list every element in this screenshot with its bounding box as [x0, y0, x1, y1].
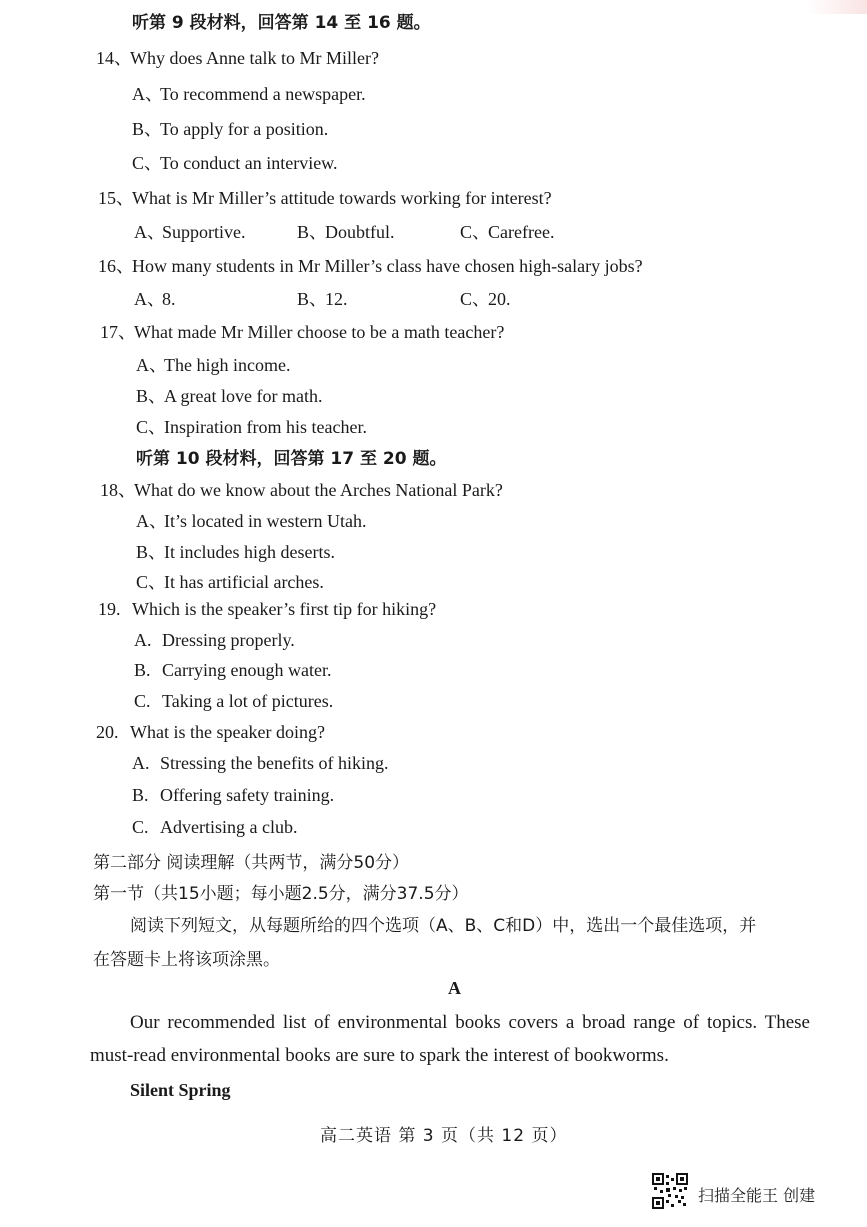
page-footer: 高二英语 第 3 页（共 12 页） — [320, 1126, 568, 1146]
question-text: Why does Anne talk to Mr Miller? — [130, 48, 379, 68]
option-16-a — [134, 285, 297, 311]
question-text: Which is the speaker’s first tip for hiking? — [132, 599, 437, 619]
option-text: The high income. — [164, 355, 291, 375]
option-letter: C、 — [132, 153, 163, 173]
question-15 — [98, 184, 552, 210]
instruction-line-1: 阅读下列短文，从每题所给的四个选项（A、B、C和D）中，选出一个最佳选项，并 — [130, 916, 757, 936]
option-text: To apply for a position. — [160, 119, 329, 139]
option-16-b — [297, 285, 460, 311]
option-text: Inspiration from his teacher. — [164, 417, 367, 437]
option-17-b — [136, 382, 322, 408]
option-text: It has artificial arches. — [164, 572, 324, 592]
option-letter: B. — [134, 660, 151, 680]
option-letter: B、 — [136, 386, 167, 406]
option-text: Offering safety training. — [160, 785, 335, 805]
option-text: Doubtful. — [325, 222, 395, 242]
question-19 — [98, 599, 436, 620]
option-20-b — [132, 785, 334, 806]
option-letter: B、 — [297, 222, 328, 242]
option-text: 12. — [325, 289, 348, 309]
option-14-b — [132, 115, 328, 141]
question-20 — [96, 722, 325, 743]
question-number: 17、 — [100, 322, 136, 342]
option-15-c — [460, 218, 623, 244]
option-letter: C. — [132, 817, 149, 837]
option-15-b — [297, 218, 460, 244]
option-text: Dressing properly. — [162, 630, 295, 650]
option-text: To conduct an interview. — [160, 153, 338, 173]
option-letter: A、 — [134, 222, 165, 242]
option-text: Taking a lot of pictures. — [162, 691, 334, 711]
option-19-a — [134, 630, 295, 651]
question-14 — [96, 44, 379, 70]
question-text: What is the speaker doing? — [130, 722, 325, 742]
instruction-line-2: 在答题卡上将该项涂黑。 — [93, 950, 280, 970]
passage-label: A — [448, 978, 461, 998]
option-18-c — [136, 568, 324, 594]
option-18-a — [136, 507, 366, 533]
option-text: Carefree. — [488, 222, 555, 242]
option-letter: B、 — [132, 119, 163, 139]
options-15 — [134, 218, 623, 244]
option-letter: B、 — [136, 542, 167, 562]
question-number: 19. — [98, 599, 121, 619]
option-letter: B. — [132, 785, 149, 805]
option-letter: C、 — [136, 417, 167, 437]
question-text: What is Mr Miller’s attitude towards working for interest? — [132, 188, 552, 208]
question-text: What do we know about the Arches National Park? — [134, 480, 503, 500]
option-text: Carrying enough water. — [162, 660, 332, 680]
option-19-b — [134, 660, 331, 681]
option-letter: A、 — [132, 84, 163, 104]
option-letter: A、 — [136, 355, 167, 375]
option-15-a — [134, 218, 297, 244]
part-2-section-1: 第一节（共15小题；每小题2.5分，满分37.5分） — [93, 884, 469, 904]
option-letter: A、 — [136, 511, 167, 531]
option-letter: A. — [132, 753, 150, 773]
option-letter: C、 — [460, 289, 491, 309]
option-letter: A、 — [134, 289, 165, 309]
passage-line-2: must-read environmental books are sure to spark the interest of bookworms. — [90, 1045, 669, 1066]
option-14-a — [132, 80, 366, 106]
option-letter: A. — [134, 630, 152, 650]
option-18-b — [136, 538, 335, 564]
option-letter: B、 — [297, 289, 328, 309]
option-letter: C. — [134, 691, 151, 711]
option-17-a — [136, 351, 290, 377]
option-text: Stressing the benefits of hiking. — [160, 753, 389, 773]
option-text: Supportive. — [162, 222, 246, 242]
scan-edge-mark — [807, 0, 867, 14]
question-text: What made Mr Miller choose to be a math teacher? — [134, 322, 505, 342]
option-text: 8. — [162, 289, 176, 309]
option-19-c — [134, 691, 333, 712]
option-14-c — [132, 149, 338, 175]
question-18 — [100, 476, 503, 502]
question-16 — [98, 252, 643, 278]
question-number: 15、 — [98, 188, 134, 208]
passage-subtitle: Silent Spring — [130, 1080, 231, 1100]
option-letter: C、 — [136, 572, 167, 592]
part-2-title: 第二部分 阅读理解（共两节，满分50分） — [93, 853, 410, 873]
question-number: 18、 — [100, 480, 136, 500]
question-number: 14、 — [96, 48, 132, 68]
question-number: 20. — [96, 722, 119, 742]
option-text: Advertising a club. — [160, 817, 298, 837]
option-text: It includes high deserts. — [164, 542, 335, 562]
option-20-c — [132, 817, 297, 838]
section-9-heading: 听第 9 段材料，回答第 14 至 16 题。 — [132, 13, 431, 33]
question-text: How many students in Mr Miller’s class have chosen high-salary jobs? — [132, 256, 643, 276]
option-17-c — [136, 413, 367, 439]
scanner-watermark: 扫描全能王 创建 — [698, 1186, 816, 1205]
question-number: 16、 — [98, 256, 134, 276]
options-16 — [134, 285, 623, 311]
option-text: To recommend a newspaper. — [160, 84, 366, 104]
option-text: 20. — [488, 289, 511, 309]
question-17 — [100, 318, 504, 344]
option-20-a — [132, 753, 388, 774]
passage-line-1: Our recommended list of environmental books covers a broad range of topics. These — [130, 1012, 810, 1033]
option-letter: C、 — [460, 222, 491, 242]
section-10-heading: 听第 10 段材料，回答第 17 至 20 题。 — [136, 449, 447, 469]
option-text: A great love for math. — [164, 386, 323, 406]
option-16-c — [460, 285, 623, 311]
option-text: It’s located in western Utah. — [164, 511, 367, 531]
qr-code-icon — [652, 1173, 688, 1209]
